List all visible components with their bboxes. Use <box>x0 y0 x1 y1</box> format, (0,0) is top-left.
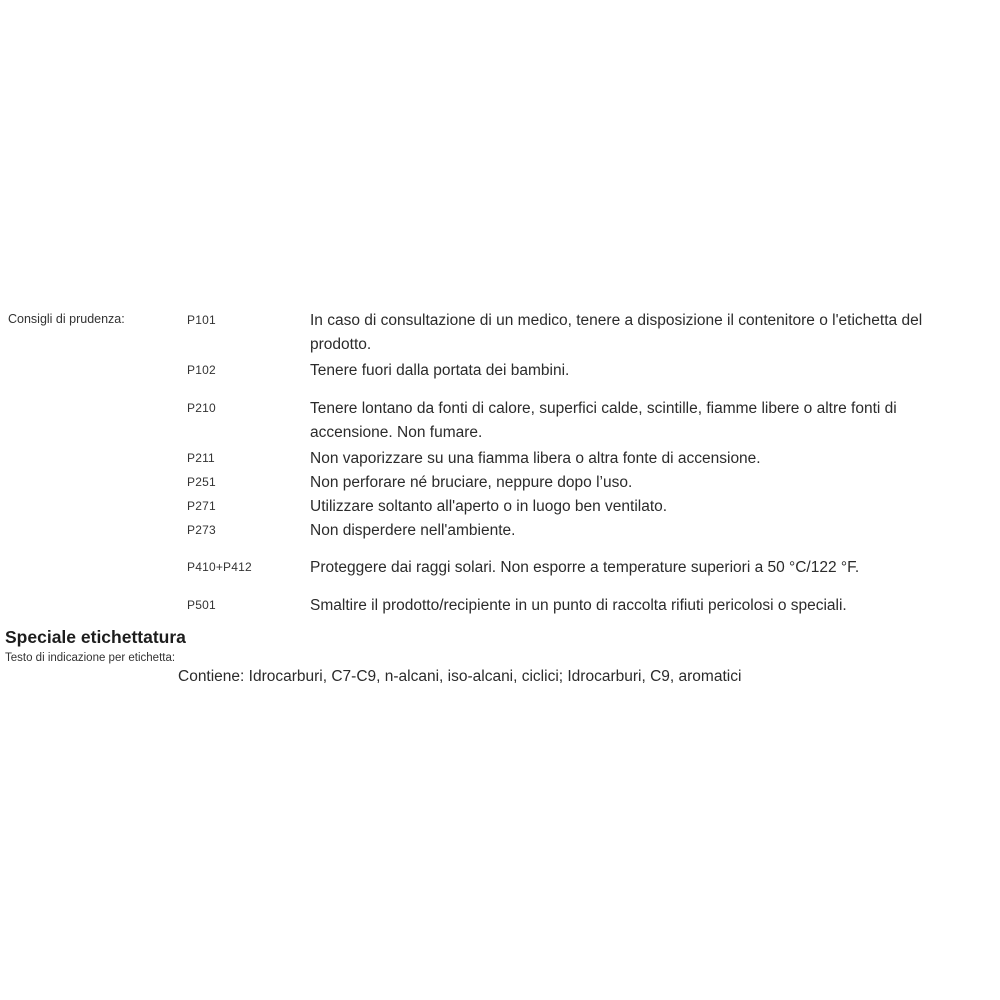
statement-text: Smaltire il prodotto/recipiente in un punto di raccolta rifiuti pericolosi o speciali. <box>310 597 847 614</box>
statement-text: Proteggere dai raggi solari. Non esporre a temperature superiori a 50 °C/122 °F. <box>310 559 860 576</box>
statement-row <box>0 556 1000 580</box>
label-indication-subheading: Testo di indicazione per etichetta: <box>5 652 176 664</box>
p-code: P210 <box>187 401 216 415</box>
statement-row <box>0 397 1000 445</box>
statement-text: Non perforare né bruciare, neppure dopo l’uso. <box>310 474 633 491</box>
statement-text: Utilizzare soltanto all'aperto o in luogo ben ventilato. <box>310 498 668 515</box>
contains-statement: Contiene: Idrocarburi, C7-C9, n-alcani, iso-alcani, ciclici; Idrocarburi, C9, aromatici <box>178 668 742 685</box>
p-code: P102 <box>187 363 216 377</box>
p-code: P251 <box>187 475 216 489</box>
statement-text: Non disperdere nell'ambiente. <box>310 522 516 539</box>
statement-row <box>0 447 1000 471</box>
p-code: P273 <box>187 523 216 537</box>
p-code: P501 <box>187 598 216 612</box>
statement-text: In caso di consultazione di un medico, tenere a disposizione il contenitore o l'etichetta del prodotto. <box>310 312 923 353</box>
precautionary-statements-table <box>0 309 1000 618</box>
special-labelling-heading: Speciale etichettatura <box>5 627 186 647</box>
p-code: P211 <box>187 451 215 465</box>
precautionary-statements-label: Consigli di prudenza: <box>8 312 125 326</box>
statement-text: Tenere fuori dalla portata dei bambini. <box>310 362 570 379</box>
statement-row <box>0 309 1000 357</box>
statement-text: Non vaporizzare su una fiamma libera o altra fonte di accensione. <box>310 450 761 467</box>
p-code: P410+P412 <box>187 560 252 574</box>
p-code: P101 <box>187 313 216 327</box>
p-code: P271 <box>187 499 216 513</box>
statement-row <box>0 519 1000 543</box>
statement-row <box>0 359 1000 383</box>
statement-text: Tenere lontano da fonti di calore, superfici calde, scintille, fiamme libere o altre fonti di accensione. Non fumare. <box>310 400 897 441</box>
statement-row <box>0 495 1000 519</box>
statement-row <box>0 594 1000 618</box>
statement-row <box>0 471 1000 495</box>
